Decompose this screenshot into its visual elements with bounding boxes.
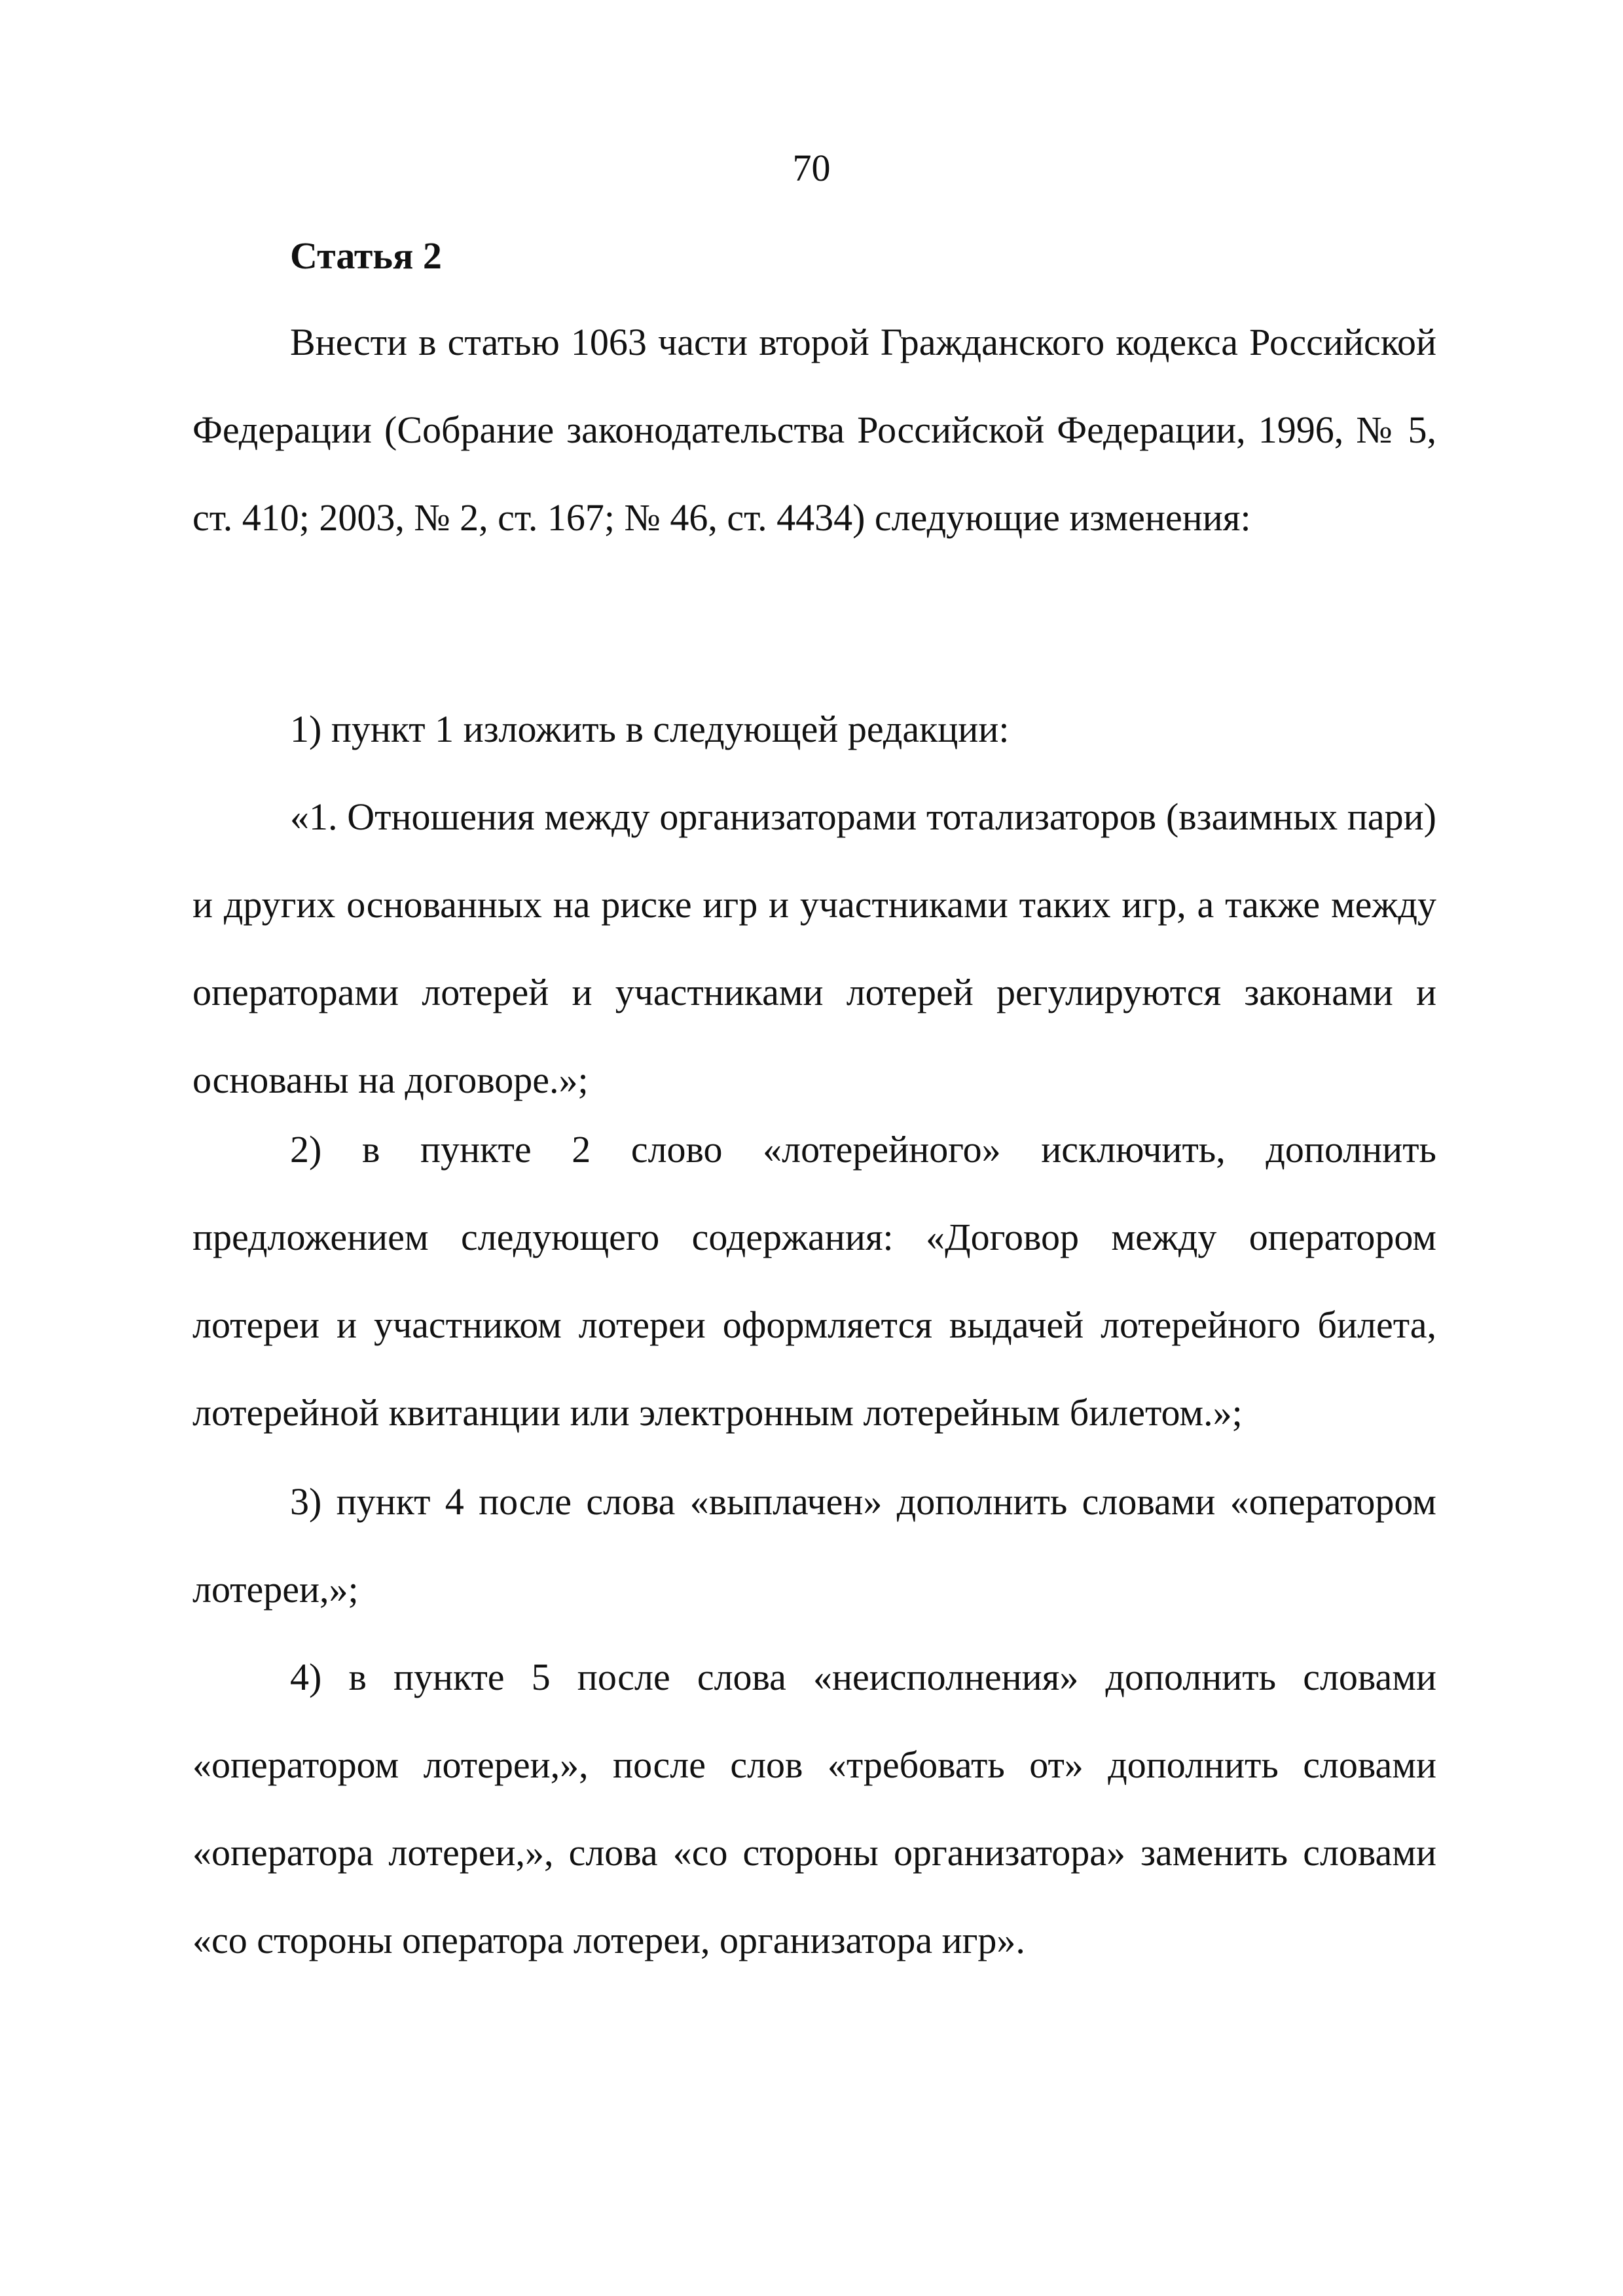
paragraph-item-3: 3) пункт 4 после слова «выплачен» дополнить словами «оператором лотереи,»; — [192, 1480, 1436, 1611]
article-title: Статья 2 — [290, 234, 442, 277]
page-number: 70 — [792, 147, 831, 189]
paragraph-item-2: 2) в пункте 2 слово «лотерейного» исключить, дополнить предложением следующего содержания: «Договор между оператором лотереи и участником лотереи оформляется выдачей лотерейного билета, лотерейной квитанции или электронным лотерейным билетом.»; — [192, 1128, 1436, 1434]
paragraph-item-4: 4) в пункте 5 после слова «неисполнения» дополнить словами «оператором лотереи,», после слов «требовать от» дополнить словами «оператора лотереи,», слова «со стороны организатора» заменить словами «со стороны оператора лотереи, организатора игр». — [192, 1656, 1436, 1961]
paragraph-item-1: 1) пункт 1 изложить в следующей редакции: — [290, 708, 1010, 750]
paragraph-item-1-text: «1. Отношения между организаторами тотализаторов (взаимных пари) и других основанных на риске игр и участниками таких игр, а также между операторами лотерей и участниками лотерей регулируются законами и основаны на договоре.»; — [192, 795, 1436, 1101]
paragraph-amendment-intro: Внести в статью 1063 части второй Гражданского кодекса Российской Федерации (Собрание законодательства Российской Федерации, 1996, № 5, ст. 410; 2003, № 2, ст. 167; № 46, ст. 4434) следующие изменения: — [192, 321, 1436, 539]
